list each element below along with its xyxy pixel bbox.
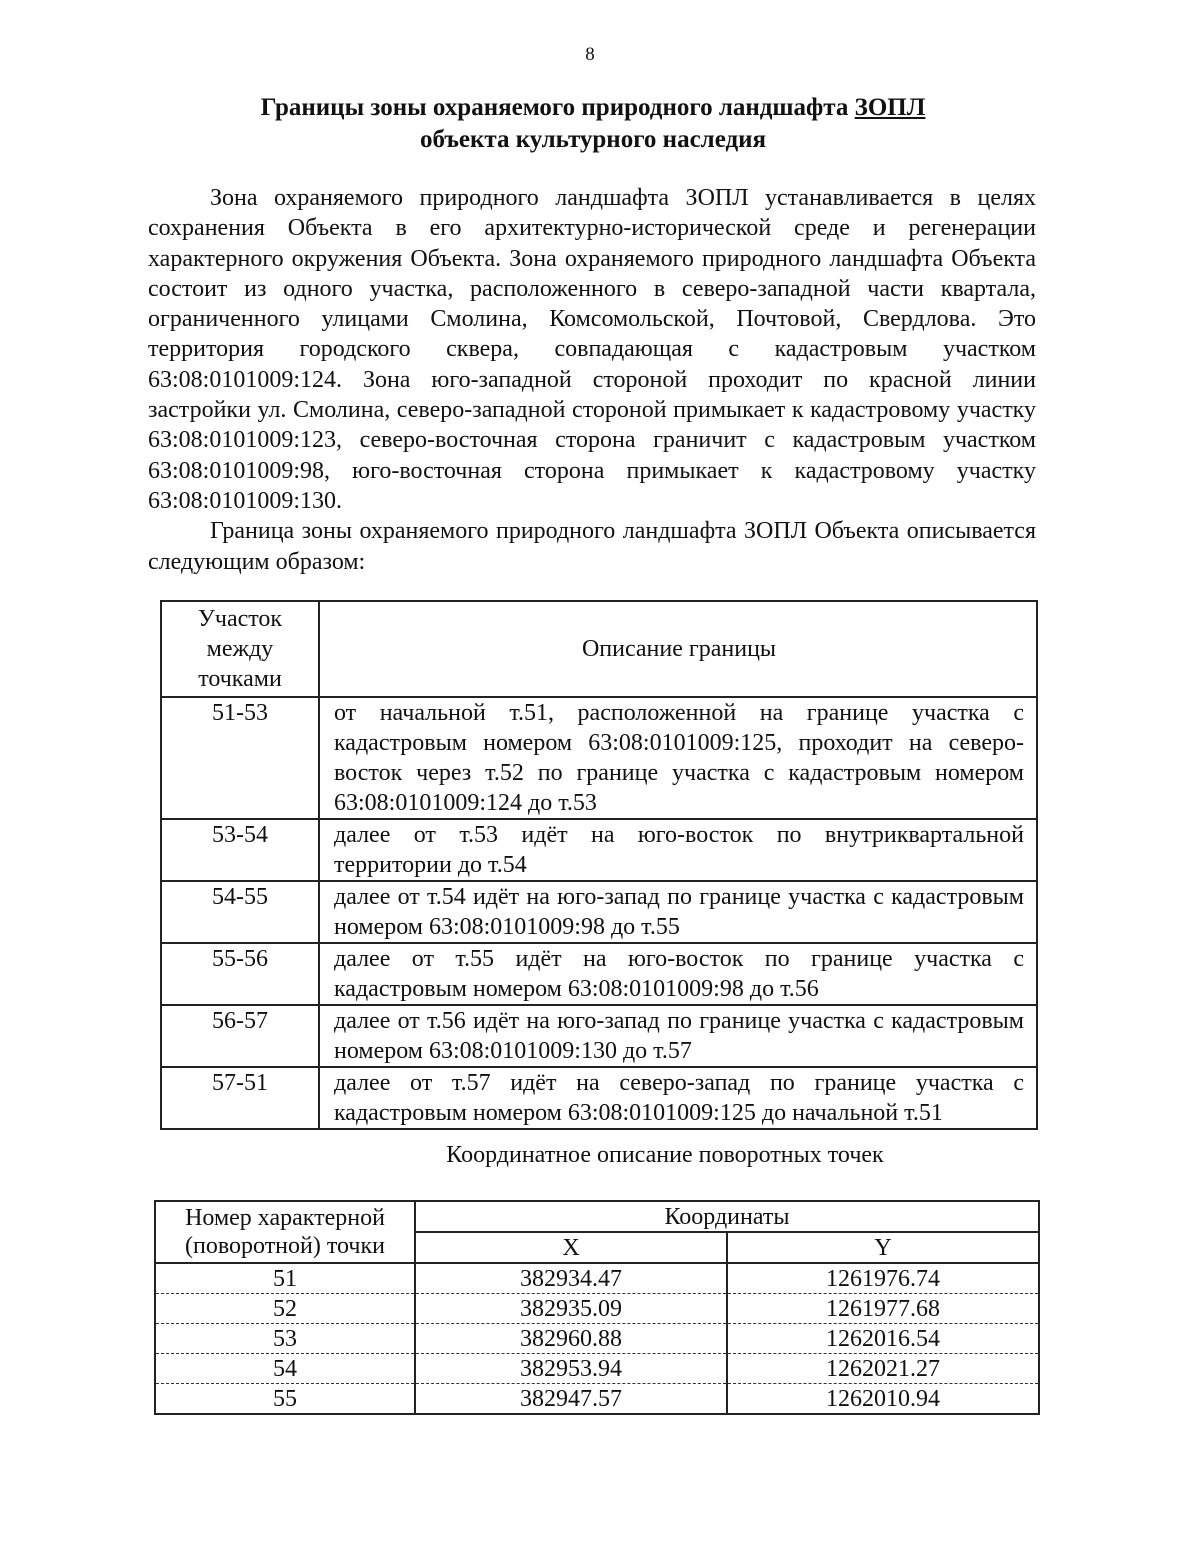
- description-cell: далее от т.56 идёт на юго-запад по границе участка с кадастровым номером 63:08:0101009:130 до т.57: [319, 1005, 1037, 1067]
- coordinates-title: Координатное описание поворотных точек: [446, 1142, 884, 1168]
- point-cell: 52: [155, 1294, 415, 1324]
- description-cell: далее от т.57 идёт на северо-запад по границе участка с кадастровым номером 63:08:0101009:125 до начальной т.51: [319, 1067, 1037, 1129]
- point-number-header: [155, 1201, 415, 1263]
- x-cell: 382953.94: [415, 1354, 727, 1384]
- title-line-1: [150, 92, 1036, 124]
- segment-cell: 53-54: [161, 819, 319, 881]
- x-header: X: [415, 1232, 727, 1263]
- point-cell: 55: [155, 1384, 415, 1415]
- point-header-line-2: (поворотной) точки: [185, 1233, 385, 1259]
- segment-header: Участок между точками: [161, 601, 319, 697]
- y-cell: 1262010.94: [727, 1384, 1039, 1415]
- description-cell: далее от т.54 идёт на юго-запад по границе участка с кадастровым номером 63:08:0101009:98 до т.55: [319, 881, 1037, 943]
- segment-cell: 55-56: [161, 943, 319, 1005]
- table-row: [155, 1324, 1039, 1354]
- y-cell: 1262016.54: [727, 1324, 1039, 1354]
- document-title: [150, 92, 1036, 156]
- table-row: [155, 1354, 1039, 1384]
- point-cell: 53: [155, 1324, 415, 1354]
- title-abbreviation: ЗОПЛ: [854, 94, 926, 121]
- description-cell: далее от т.55 идёт на юго-восток по границе участка с кадастровым номером 63:08:0101009:98 до т.56: [319, 943, 1037, 1005]
- title-prefix: Границы зоны охраняемого природного ландшафта: [260, 94, 855, 121]
- y-cell: 1262021.27: [727, 1354, 1039, 1384]
- x-cell: 382947.57: [415, 1384, 727, 1415]
- intro-text: [148, 183, 1036, 577]
- segment-cell: 56-57: [161, 1005, 319, 1067]
- table-row: [161, 881, 1037, 943]
- x-cell: 382934.47: [415, 1263, 727, 1294]
- page-number: 8: [585, 44, 595, 65]
- table-row: [161, 697, 1037, 819]
- table-row: [161, 819, 1037, 881]
- table-header-row: [155, 1201, 1039, 1232]
- boundary-description-table: [160, 600, 1038, 1130]
- description-cell: от начальной т.51, расположенной на границе участка с кадастровым номером 63:08:0101009:125, проходит на северо-восток через т.52 по границе участка с кадастровым номером 63:08:0101009:124 до т.53: [319, 697, 1037, 819]
- description-cell: далее от т.53 идёт на юго-восток по внутриквартальной территории до т.54: [319, 819, 1037, 881]
- segment-cell: 57-51: [161, 1067, 319, 1129]
- point-cell: 54: [155, 1354, 415, 1384]
- table-row: [161, 943, 1037, 1005]
- y-header: Y: [727, 1232, 1039, 1263]
- title-line-2: объекта культурного наследия: [419, 126, 767, 153]
- table-header-row: [161, 601, 1037, 697]
- y-cell: 1261976.74: [727, 1263, 1039, 1294]
- table-row: [161, 1005, 1037, 1067]
- intro-paragraph: Граница зоны охраняемого природного ландшафта ЗОПЛ Объекта описывается следующим образом:: [148, 518, 1036, 575]
- description-header: Описание границы: [319, 601, 1037, 697]
- coordinates-header: Координаты: [415, 1201, 1039, 1232]
- intro-paragraph: Зона охраняемого природного ландшафта ЗОПЛ устанавливается в целях сохранения Объекта в его архитектурно-исторической среде и регенерации характерного окружения Объекта. Зона охраняемого природного ландшафта Объекта состоит из одного участка, расположенного в северо-западной части квартала, ограниченного улицами Смолина, Комсомольской, Почтовой, Свердлова. Это территория городского сквера, совпадающая с кадастровым участком 63:08:0101009:124. Зона юго-западной стороной проходит по красной линии застройки ул. Смолина, северо-западной стороной примыкает к кадастровому участку 63:08:0101009:123, северо-восточная сторона граничит с кадастровым участком 63:08:0101009:98, юго-восточная сторона примыкает к кадастровому участку 63:08:0101009:130.: [148, 185, 1036, 514]
- coordinates-table: [154, 1200, 1040, 1415]
- point-cell: 51: [155, 1263, 415, 1294]
- segment-cell: 51-53: [161, 697, 319, 819]
- table-row: [155, 1294, 1039, 1324]
- x-cell: 382960.88: [415, 1324, 727, 1354]
- table-row: [161, 1067, 1037, 1129]
- point-header-line-1: Номер характерной: [185, 1205, 385, 1231]
- segment-cell: 54-55: [161, 881, 319, 943]
- table-row: [155, 1384, 1039, 1415]
- table-row: [155, 1263, 1039, 1294]
- y-cell: 1261977.68: [727, 1294, 1039, 1324]
- x-cell: 382935.09: [415, 1294, 727, 1324]
